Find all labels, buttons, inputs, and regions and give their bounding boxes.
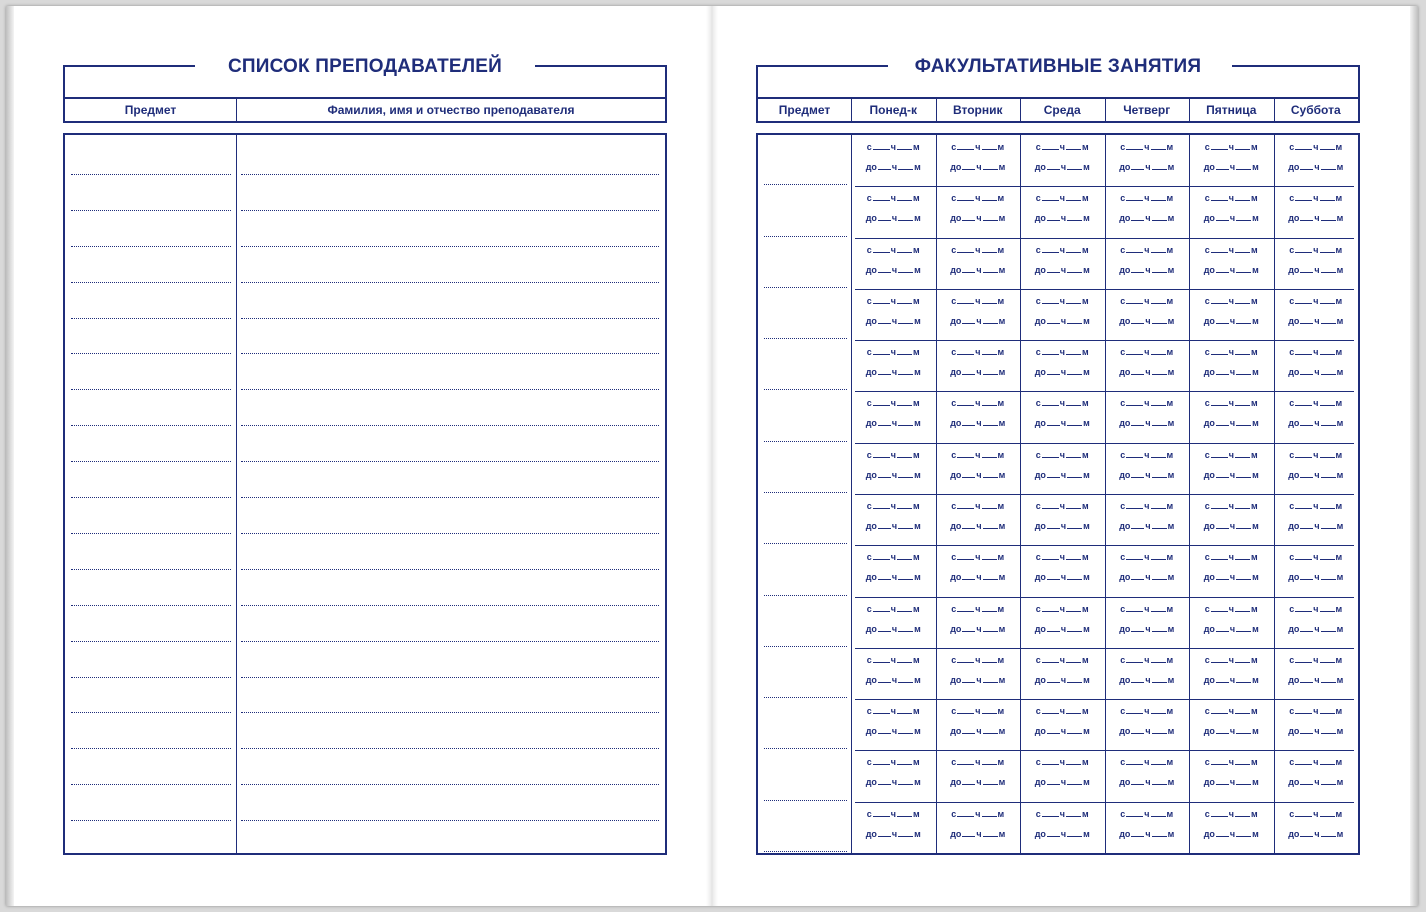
time-to-field: до ч м <box>865 162 921 172</box>
time-from-field: с ч м <box>1204 604 1258 614</box>
left-page-edge <box>6 6 14 906</box>
time-from-field: с ч м <box>1035 655 1089 665</box>
time-to-field: до ч м <box>950 316 1006 326</box>
column-header-monday: Понед-к <box>869 103 917 117</box>
time-to-field: до ч м <box>1203 213 1259 223</box>
time-to-field: до ч м <box>1203 572 1259 582</box>
teacher-name-writing-line <box>241 820 659 821</box>
row-separator <box>855 289 1354 290</box>
time-to-field: до ч м <box>1288 418 1344 428</box>
time-from-field: с ч м <box>866 604 920 614</box>
time-from-field: с ч м <box>1035 706 1089 716</box>
elective-subject-line <box>764 851 847 852</box>
time-to-field: до ч м <box>1288 470 1344 480</box>
time-to-field: до ч м <box>1034 162 1090 172</box>
time-from-field: с ч м <box>1120 142 1174 152</box>
time-from-field: с ч м <box>1120 450 1174 460</box>
column-header-teacher-name: Фамилия, имя и отчество преподавателя <box>327 103 575 117</box>
time-to-field: до ч м <box>1203 367 1259 377</box>
subject-writing-line <box>71 820 231 821</box>
column-header-subject: Предмет <box>778 103 831 117</box>
row-separator <box>855 494 1354 495</box>
time-from-field: с ч м <box>1120 757 1174 767</box>
time-to-field: до ч м <box>1288 777 1344 787</box>
time-from-field: с ч м <box>866 809 920 819</box>
column-header-subject: Предмет <box>124 103 177 117</box>
time-from-field: с ч м <box>1035 245 1089 255</box>
time-from-field: с ч м <box>1120 809 1174 819</box>
teacher-name-writing-line <box>241 712 659 713</box>
electives-table-body <box>756 133 1360 855</box>
time-from-field: с ч м <box>951 501 1005 511</box>
time-to-field: до ч м <box>1288 726 1344 736</box>
time-from-field: с ч м <box>1120 296 1174 306</box>
time-from-field: с ч м <box>866 398 920 408</box>
time-to-field: до ч м <box>1119 316 1175 326</box>
time-from-field: с ч м <box>1289 809 1343 819</box>
elective-subject-line <box>764 646 847 647</box>
time-to-field: до ч м <box>1034 829 1090 839</box>
time-from-field: с ч м <box>1289 450 1343 460</box>
time-from-field: с ч м <box>1035 296 1089 306</box>
subject-writing-line <box>71 569 231 570</box>
teacher-name-writing-line <box>241 282 659 283</box>
column-header-saturday: Суббота <box>1290 103 1341 117</box>
elective-subject-line <box>764 236 847 237</box>
subject-writing-line <box>71 174 231 175</box>
time-from-field: с ч м <box>1204 245 1258 255</box>
time-from-field: с ч м <box>1120 501 1174 511</box>
time-to-field: до ч м <box>1034 367 1090 377</box>
elective-subject-line <box>764 543 847 544</box>
teachers-column-divider <box>236 135 237 853</box>
time-to-field: до ч м <box>1034 470 1090 480</box>
time-from-field: с ч м <box>1035 450 1089 460</box>
time-from-field: с ч м <box>866 245 920 255</box>
time-to-field: до ч м <box>1288 213 1344 223</box>
time-to-field: до ч м <box>950 265 1006 275</box>
time-to-field: до ч м <box>1203 777 1259 787</box>
time-to-field: до ч м <box>1119 418 1175 428</box>
right-page-edge <box>1410 6 1418 906</box>
subject-writing-line <box>71 497 231 498</box>
time-to-field: до ч м <box>950 572 1006 582</box>
row-separator <box>855 597 1354 598</box>
time-to-field: до ч м <box>1203 265 1259 275</box>
time-from-field: с ч м <box>866 347 920 357</box>
time-from-field: с ч м <box>1035 193 1089 203</box>
teacher-name-writing-line <box>241 497 659 498</box>
time-to-field: до ч м <box>1034 316 1090 326</box>
time-from-field: с ч м <box>1204 296 1258 306</box>
subject-writing-line <box>71 425 231 426</box>
time-from-field: с ч м <box>951 552 1005 562</box>
time-from-field: с ч м <box>866 655 920 665</box>
time-to-field: до ч м <box>1119 675 1175 685</box>
time-from-field: с ч м <box>1120 706 1174 716</box>
time-to-field: до ч м <box>1119 213 1175 223</box>
time-to-field: до ч м <box>1119 829 1175 839</box>
time-from-field: с ч м <box>951 193 1005 203</box>
teacher-name-writing-line <box>241 425 659 426</box>
time-to-field: до ч м <box>1203 726 1259 736</box>
time-to-field: до ч м <box>1034 265 1090 275</box>
time-to-field: до ч м <box>1203 521 1259 531</box>
subject-writing-line <box>71 605 231 606</box>
time-from-field: с ч м <box>1204 398 1258 408</box>
time-to-field: до ч м <box>1288 316 1344 326</box>
time-from-field: с ч м <box>1289 604 1343 614</box>
time-from-field: с ч м <box>866 757 920 767</box>
row-separator <box>855 648 1354 649</box>
teacher-name-writing-line <box>241 605 659 606</box>
electives-title: ФАКУЛЬТАТИВНЫЕ ЗАНЯТИЯ <box>914 56 1202 77</box>
time-from-field: с ч м <box>1289 193 1343 203</box>
time-from-field: с ч м <box>1120 193 1174 203</box>
time-from-field: с ч м <box>1204 450 1258 460</box>
row-separator <box>855 238 1354 239</box>
subject-writing-line <box>71 353 231 354</box>
time-from-field: с ч м <box>1289 757 1343 767</box>
elective-subject-line <box>764 389 847 390</box>
time-to-field: до ч м <box>1288 624 1344 634</box>
row-separator <box>855 186 1354 187</box>
column-header-friday: Пятница <box>1206 103 1257 117</box>
column-header-tuesday: Вторник <box>952 103 1003 117</box>
time-from-field: с ч м <box>1289 501 1343 511</box>
subject-writing-line <box>71 389 231 390</box>
time-from-field: с ч м <box>1035 604 1089 614</box>
subject-writing-line <box>71 712 231 713</box>
time-to-field: до ч м <box>865 777 921 787</box>
time-to-field: до ч м <box>1203 829 1259 839</box>
elective-subject-line <box>764 595 847 596</box>
time-to-field: до ч м <box>865 367 921 377</box>
time-from-field: с ч м <box>1289 142 1343 152</box>
teacher-name-writing-line <box>241 641 659 642</box>
time-to-field: до ч м <box>1119 777 1175 787</box>
time-from-field: с ч м <box>1289 706 1343 716</box>
time-from-field: с ч м <box>951 706 1005 716</box>
time-to-field: до ч м <box>950 418 1006 428</box>
time-from-field: с ч м <box>951 142 1005 152</box>
time-to-field: до ч м <box>950 777 1006 787</box>
time-from-field: с ч м <box>1289 552 1343 562</box>
time-to-field: до ч м <box>865 316 921 326</box>
time-from-field: с ч м <box>866 706 920 716</box>
time-from-field: с ч м <box>1035 142 1089 152</box>
time-to-field: до ч м <box>1119 624 1175 634</box>
time-from-field: с ч м <box>951 655 1005 665</box>
subject-writing-line <box>71 533 231 534</box>
time-to-field: до ч м <box>865 572 921 582</box>
time-to-field: до ч м <box>950 367 1006 377</box>
teacher-name-writing-line <box>241 748 659 749</box>
time-from-field: с ч м <box>1120 245 1174 255</box>
time-from-field: с ч м <box>1035 501 1089 511</box>
column-header-thursday: Четверг <box>1123 103 1171 117</box>
time-from-field: с ч м <box>866 193 920 203</box>
time-to-field: до ч м <box>1288 521 1344 531</box>
time-to-field: до ч м <box>865 418 921 428</box>
time-from-field: с ч м <box>1204 809 1258 819</box>
teacher-name-writing-line <box>241 318 659 319</box>
time-from-field: с ч м <box>1035 552 1089 562</box>
time-from-field: с ч м <box>1204 757 1258 767</box>
row-separator <box>855 443 1354 444</box>
elective-subject-line <box>764 748 847 749</box>
time-to-field: до ч м <box>1288 162 1344 172</box>
time-to-field: до ч м <box>865 470 921 480</box>
time-to-field: до ч м <box>865 829 921 839</box>
teacher-name-writing-line <box>241 784 659 785</box>
time-from-field: с ч м <box>866 142 920 152</box>
time-to-field: до ч м <box>950 470 1006 480</box>
time-from-field: с ч м <box>1120 655 1174 665</box>
time-from-field: с ч м <box>1035 809 1089 819</box>
time-to-field: до ч м <box>1203 624 1259 634</box>
teacher-name-writing-line <box>241 569 659 570</box>
time-to-field: до ч м <box>1288 265 1344 275</box>
time-to-field: до ч м <box>1034 675 1090 685</box>
teachers-table-header <box>63 56 667 123</box>
time-from-field: с ч м <box>866 296 920 306</box>
time-from-field: с ч м <box>951 809 1005 819</box>
time-to-field: до ч м <box>1034 777 1090 787</box>
time-to-field: до ч м <box>1203 418 1259 428</box>
teacher-name-writing-line <box>241 246 659 247</box>
time-to-field: до ч м <box>1203 470 1259 480</box>
time-from-field: с ч м <box>1035 347 1089 357</box>
subject-writing-line <box>71 318 231 319</box>
day-column-divider <box>851 135 852 853</box>
elective-subject-line <box>764 184 847 185</box>
time-from-field: с ч м <box>1120 398 1174 408</box>
elective-subject-line <box>764 697 847 698</box>
teacher-name-writing-line <box>241 174 659 175</box>
time-from-field: с ч м <box>1035 757 1089 767</box>
time-from-field: с ч м <box>1035 398 1089 408</box>
time-from-field: с ч м <box>1204 706 1258 716</box>
subject-writing-line <box>71 641 231 642</box>
teacher-name-writing-line <box>241 677 659 678</box>
time-to-field: до ч м <box>1288 572 1344 582</box>
time-to-field: до ч м <box>865 213 921 223</box>
time-from-field: с ч м <box>1120 604 1174 614</box>
teachers-column-header-row <box>65 97 665 121</box>
time-to-field: до ч м <box>1288 675 1344 685</box>
elective-subject-line <box>764 441 847 442</box>
time-to-field: до ч м <box>1119 521 1175 531</box>
time-to-field: до ч м <box>1203 162 1259 172</box>
teacher-name-writing-line <box>241 533 659 534</box>
time-to-field: до ч м <box>1203 675 1259 685</box>
time-from-field: с ч м <box>951 757 1005 767</box>
time-from-field: с ч м <box>866 552 920 562</box>
time-to-field: до ч м <box>865 624 921 634</box>
time-to-field: до ч м <box>1034 572 1090 582</box>
time-to-field: до ч м <box>1119 572 1175 582</box>
elective-subject-line <box>764 800 847 801</box>
subject-writing-line <box>71 677 231 678</box>
time-to-field: до ч м <box>1203 316 1259 326</box>
row-separator <box>855 802 1354 803</box>
time-from-field: с ч м <box>1120 552 1174 562</box>
time-from-field: с ч м <box>866 501 920 511</box>
subject-writing-line <box>71 748 231 749</box>
time-from-field: с ч м <box>1204 552 1258 562</box>
row-separator <box>855 699 1354 700</box>
row-separator <box>855 750 1354 751</box>
time-from-field: с ч м <box>951 245 1005 255</box>
time-to-field: до ч м <box>950 213 1006 223</box>
time-from-field: с ч м <box>1289 398 1343 408</box>
time-to-field: до ч м <box>1034 521 1090 531</box>
time-to-field: до ч м <box>950 726 1006 736</box>
subject-writing-line <box>71 246 231 247</box>
elective-subject-line <box>764 338 847 339</box>
time-to-field: до ч м <box>1119 470 1175 480</box>
time-to-field: до ч м <box>950 675 1006 685</box>
subject-writing-line <box>71 461 231 462</box>
electives-table-header <box>756 56 1360 123</box>
time-from-field: с ч м <box>1204 347 1258 357</box>
row-separator <box>855 545 1354 546</box>
time-from-field: с ч м <box>951 398 1005 408</box>
time-from-field: с ч м <box>1204 655 1258 665</box>
time-from-field: с ч м <box>1289 245 1343 255</box>
time-from-field: с ч м <box>951 296 1005 306</box>
time-to-field: до ч м <box>950 624 1006 634</box>
elective-subject-line <box>764 287 847 288</box>
time-to-field: до ч м <box>950 829 1006 839</box>
time-to-field: до ч м <box>1034 726 1090 736</box>
electives-column-header-row <box>758 97 1358 121</box>
time-from-field: с ч м <box>951 450 1005 460</box>
row-separator <box>855 391 1354 392</box>
time-to-field: до ч м <box>1288 367 1344 377</box>
time-from-field: с ч м <box>866 450 920 460</box>
time-from-field: с ч м <box>951 604 1005 614</box>
time-to-field: до ч м <box>1119 367 1175 377</box>
subject-writing-line <box>71 210 231 211</box>
time-to-field: до ч м <box>865 521 921 531</box>
time-to-field: до ч м <box>950 162 1006 172</box>
time-to-field: до ч м <box>1034 418 1090 428</box>
time-from-field: с ч м <box>1289 296 1343 306</box>
time-to-field: до ч м <box>950 521 1006 531</box>
teacher-name-writing-line <box>241 210 659 211</box>
time-to-field: до ч м <box>1119 162 1175 172</box>
column-header-wednesday: Среда <box>1043 103 1081 117</box>
book-spine <box>706 6 718 906</box>
time-from-field: с ч м <box>1120 347 1174 357</box>
time-from-field: с ч м <box>1204 193 1258 203</box>
time-from-field: с ч м <box>1289 655 1343 665</box>
time-to-field: до ч м <box>1119 265 1175 275</box>
time-to-field: до ч м <box>865 265 921 275</box>
time-to-field: до ч м <box>865 675 921 685</box>
subject-writing-line <box>71 784 231 785</box>
teacher-name-writing-line <box>241 461 659 462</box>
time-to-field: до ч м <box>1288 829 1344 839</box>
teachers-table-body <box>63 133 667 855</box>
teachers-list-title: СПИСОК ПРЕПОДАВАТЕЛЕЙ <box>227 56 503 77</box>
time-from-field: с ч м <box>1289 347 1343 357</box>
teacher-name-writing-line <box>241 353 659 354</box>
time-from-field: с ч м <box>1204 142 1258 152</box>
subject-writing-line <box>71 282 231 283</box>
time-from-field: с ч м <box>1204 501 1258 511</box>
time-from-field: с ч м <box>951 347 1005 357</box>
row-separator <box>855 340 1354 341</box>
time-to-field: до ч м <box>865 726 921 736</box>
time-to-field: до ч м <box>1034 213 1090 223</box>
teacher-name-writing-line <box>241 389 659 390</box>
time-to-field: до ч м <box>1119 726 1175 736</box>
time-to-field: до ч м <box>1034 624 1090 634</box>
elective-subject-line <box>764 492 847 493</box>
